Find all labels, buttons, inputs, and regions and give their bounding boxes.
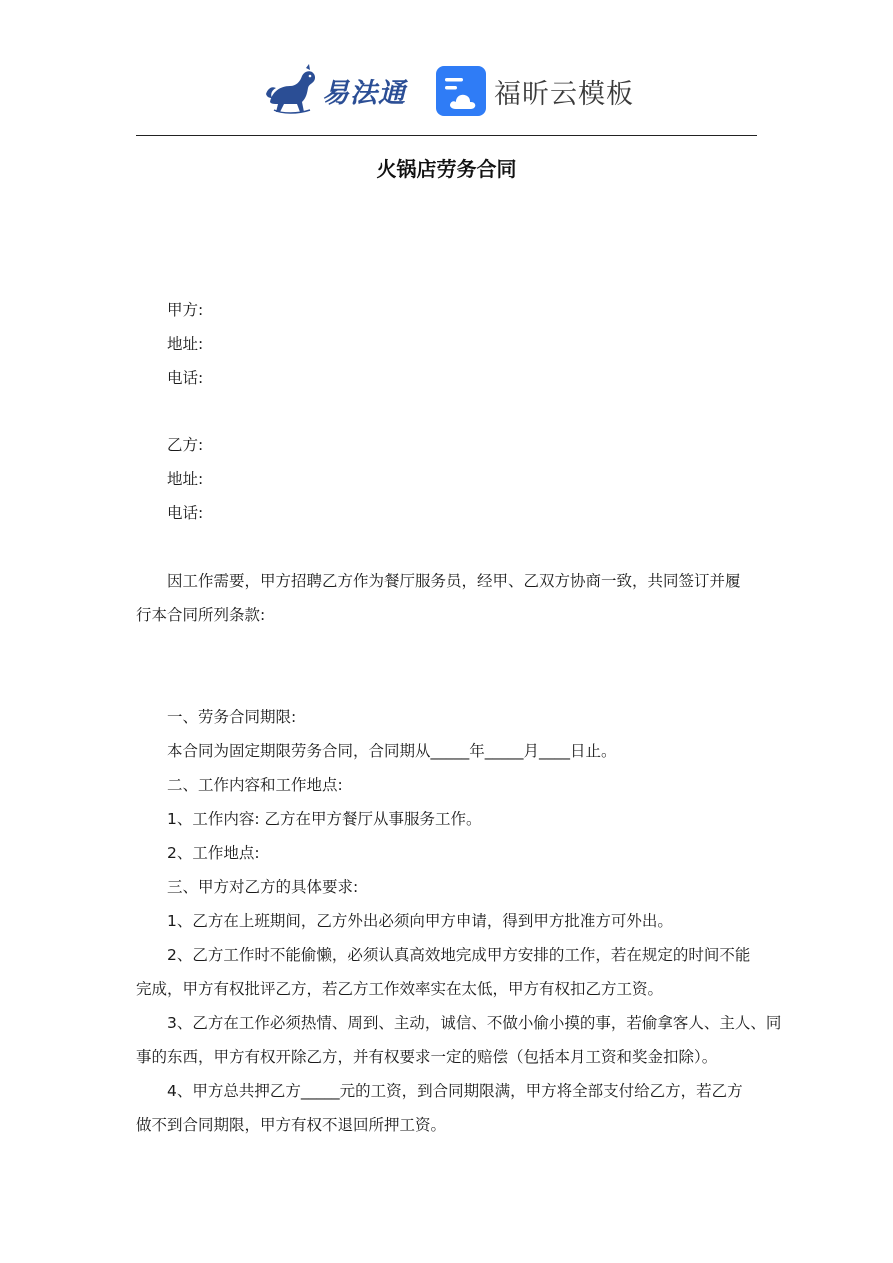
clause-text: 完成，甲方有权批评乙方，若乙方工作效率实在太低，甲方有权扣乙方工资。 [136, 980, 664, 998]
clause-text: 2、乙方工作时不能偷懒，必须认真高效地完成甲方安排的工作，若在规定的时间不能 [167, 946, 751, 964]
party-b-phone-label: 电话: [167, 504, 204, 522]
section-heading-work: 二、工作内容和工作地点: [167, 776, 343, 794]
yifatong-logo-text: 易法通 [322, 77, 406, 109]
party-b-address-label: 地址: [167, 470, 204, 488]
page-header [0, 58, 893, 124]
clause-text: 事的东西，甲方有权开除乙方，并有权要求一定的赔偿（包括本月工资和奖金扣除）。 [136, 1048, 718, 1066]
clause-text: 4、甲方总共押乙方_____元的工资，到合同期限满，甲方将全部支付给乙方，若乙方 [167, 1082, 743, 1100]
cloud-document-icon [436, 66, 486, 116]
foxit-template-logo-text: 福昕云模板 [494, 78, 634, 110]
header-divider [136, 135, 757, 136]
qilin-icon [262, 64, 320, 116]
clause-text: 1、工作内容: 乙方在甲方餐厅从事服务工作。 [167, 810, 482, 828]
clause-text: 2、工作地点: [167, 844, 260, 862]
clause-text: 3、乙方在工作必须热情、周到、主动，诚信、不做小偷小摸的事，若偷拿客人、主人、同 [167, 1014, 782, 1032]
clause-text: 1、乙方在上班期间，乙方外出必须向甲方申请，得到甲方批准方可外出。 [167, 912, 673, 930]
party-a-address-label: 地址: [167, 335, 204, 353]
party-a-phone-label: 电话: [167, 369, 204, 387]
document-title: 火锅店劳务合同 [376, 157, 517, 181]
section-heading-term: 一、劳务合同期限: [167, 708, 297, 726]
section-heading-requirements: 三、甲方对乙方的具体要求: [167, 878, 359, 896]
party-b-name-label: 乙方: [167, 436, 204, 454]
intro-paragraph-line: 因工作需要，甲方招聘乙方作为餐厅服务员，经甲、乙双方协商一致，共同签订并履 [167, 572, 741, 590]
yifatong-logo [262, 62, 412, 118]
intro-paragraph-line: 行本合同所列条款: [136, 606, 266, 624]
foxit-template-logo [436, 64, 634, 118]
clause-text: 本合同为固定期限劳务合同，合同期从_____年_____月____日止。 [167, 742, 617, 760]
party-a-name-label: 甲方: [167, 301, 204, 319]
clause-text: 做不到合同期限，甲方有权不退回所押工资。 [136, 1116, 447, 1134]
